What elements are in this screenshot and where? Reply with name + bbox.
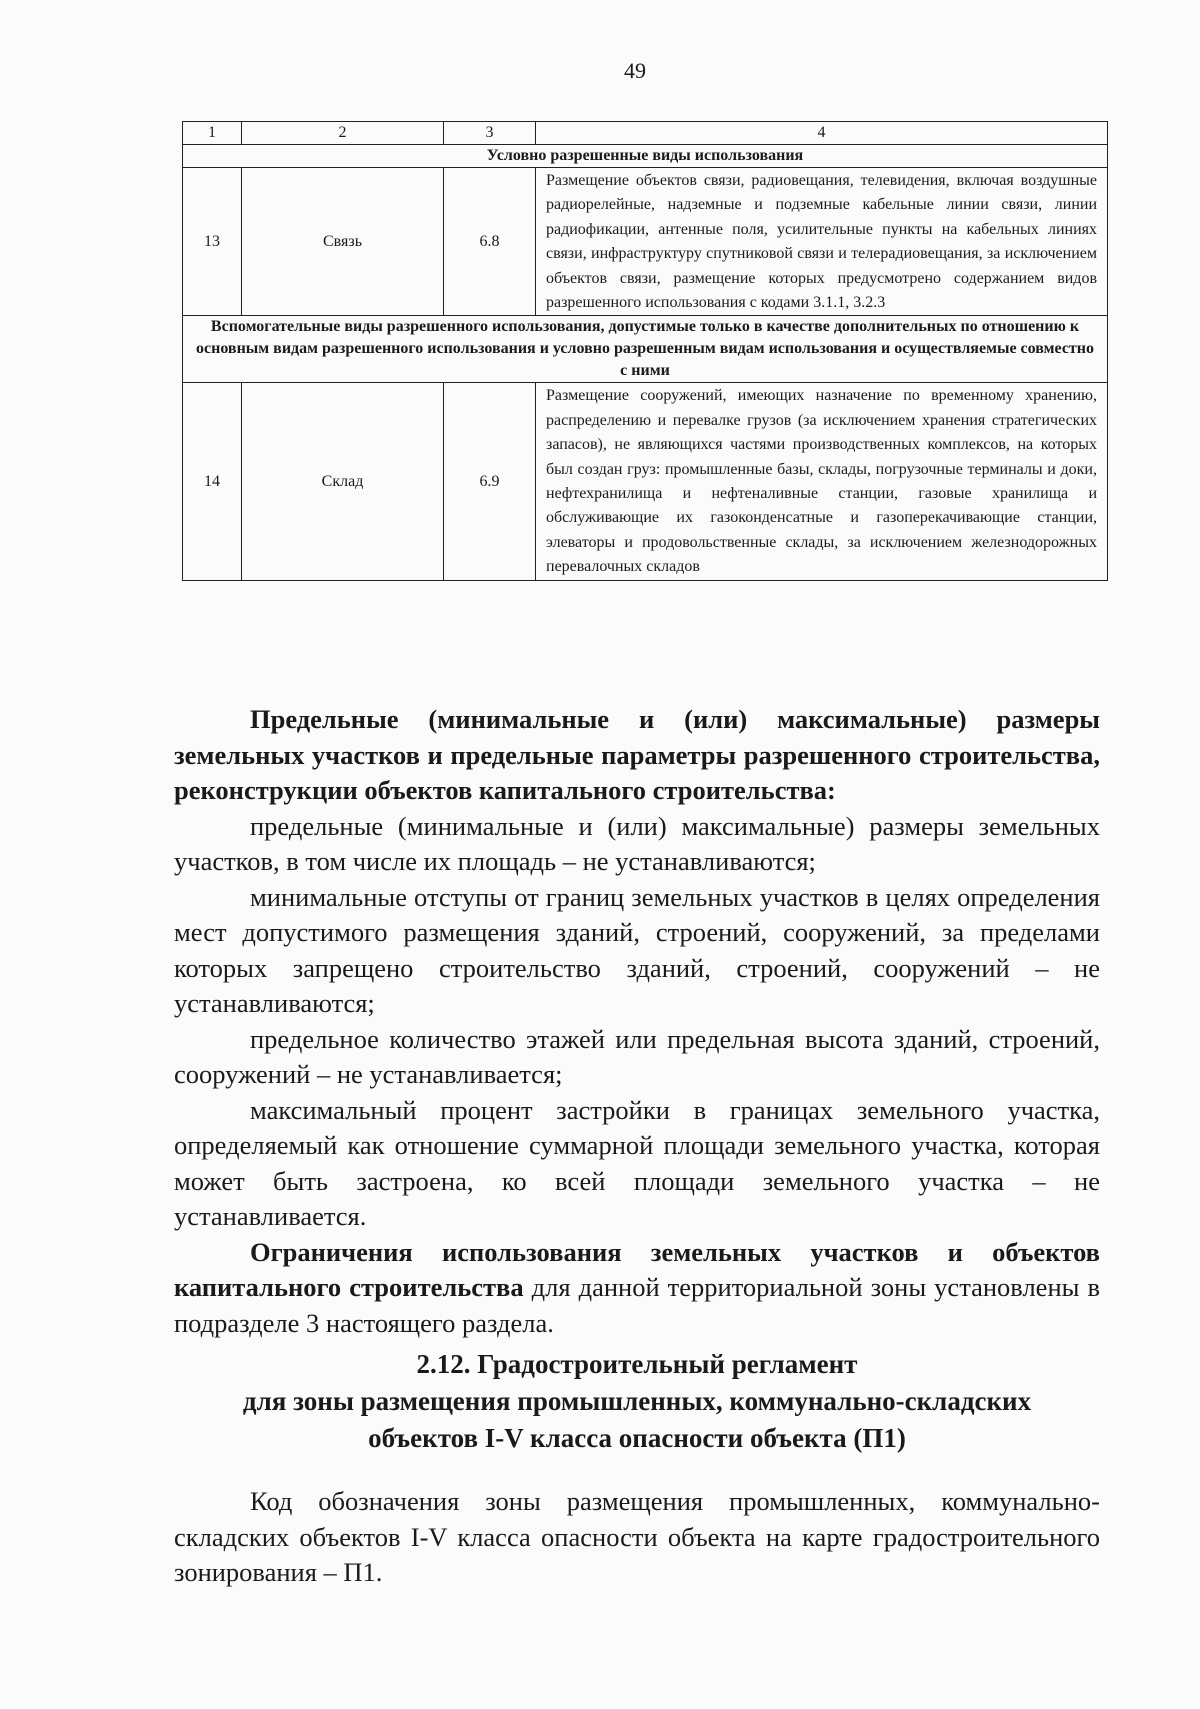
- row-number: 13: [183, 168, 242, 316]
- limits-item: предельное количество этажей или предельная высота зданий, строений, сооружений – не устанавливается;: [174, 1023, 1100, 1089]
- header-col-2: 2: [242, 122, 444, 145]
- use-name: Склад: [242, 383, 444, 580]
- restrictions-rest: для данной территориальной зоны установлены в подразделе 3 настоящего раздела.: [174, 1272, 1100, 1338]
- use-description: Размещение сооружений, имеющих назначение по временному хранению, распределению и перевалке грузов (за исключением хранения стратегических запасов), не являющихся частями производственных комплексов, на которых был создан груз: промышленные базы, склады, погрузочные терминалы и доки, нефтехранилища и нефтеналивные станции, газовые хранилища и обслуживающие их газоконденсатные и газоперекачивающие станции, элеваторы и продовольственные склады, за исключением железнодорожных перевалочных складов: [536, 383, 1108, 580]
- section-heading-line: 2.12. Градостроительный регламент: [416, 1349, 858, 1379]
- conditional-section-row: [183, 145, 1108, 168]
- header-col-4: 4: [536, 122, 1108, 145]
- limits-section: [174, 702, 1100, 1341]
- section-heading-line: для зоны размещения промышленных, коммунально-складских: [242, 1386, 1032, 1416]
- auxiliary-section-title: Вспомогательные виды разрешенного использования, допустимые только в качестве дополнительных по отношению к основным видам разрешенного использования и условно разрешенным видам использования и осуществляемые совместно с ними: [183, 316, 1108, 383]
- header-col-1: 1: [183, 122, 242, 145]
- use-description: Размещение объектов связи, радиовещания, телевидения, включая воздушные радиорелейные, надземные и подземные кабельные линии связи, линии радиофикации, антенные поля, усилительные пункты на кабельных линиях связи, инфраструктуру спутниковой связи и телерадиовещания, за исключением объектов связи, размещение которых предусмотрено содержанием видов разрешенного использования с кодами 3.1.1, 3.2.3: [536, 168, 1108, 316]
- table-row: [183, 168, 1108, 316]
- page-number: 49: [624, 58, 646, 83]
- row-number: 14: [183, 383, 242, 580]
- restrictions-bold: Ограничения использования земельных участков и объектов капитального строительства: [174, 1236, 1100, 1302]
- land-use-table: [182, 121, 1108, 581]
- limits-item: предельные (минимальные и (или) максимальные) размеры земельных участков, в том числе их площадь – не устанавливаются;: [174, 810, 1100, 876]
- table-header-row: [183, 122, 1108, 145]
- use-code: 6.8: [444, 168, 536, 316]
- use-code: 6.9: [444, 383, 536, 580]
- section-heading-line: объектов I-V класса опасности объекта (П1): [368, 1423, 906, 1453]
- auxiliary-section-row: [183, 316, 1108, 383]
- use-name: Связь: [242, 168, 444, 316]
- table-row: [183, 383, 1108, 580]
- restrictions-paragraph: [174, 1235, 1100, 1342]
- section-heading: [174, 1346, 1100, 1457]
- conditional-section-title: Условно разрешенные виды использования: [183, 145, 1108, 168]
- limits-title: Предельные (минимальные и (или) максимальные) размеры земельных участков и предельные параметры разрешенного строительства, реконструкции объектов капитального строительства:: [174, 704, 1100, 805]
- limits-item: максимальный процент застройки в границах земельного участка, определяемый как отношение суммарной площади земельного участка, которая может быть застроена, ко всей площади земельного участка – не устанавливается.: [174, 1094, 1100, 1231]
- header-col-3: 3: [444, 122, 536, 145]
- limits-item: минимальные отступы от границ земельных участков в целях определения мест допустимого размещения зданий, строений, сооружений, за пределами которых запрещено строительство зданий, строений, сооружений – не устанавливаются;: [174, 881, 1100, 1018]
- zone-code-paragraph: Код обозначения зоны размещения промышленных, коммунально-складских объектов I-V класса опасности объекта на карте градостроительного зонирования – П1.: [174, 1486, 1100, 1587]
